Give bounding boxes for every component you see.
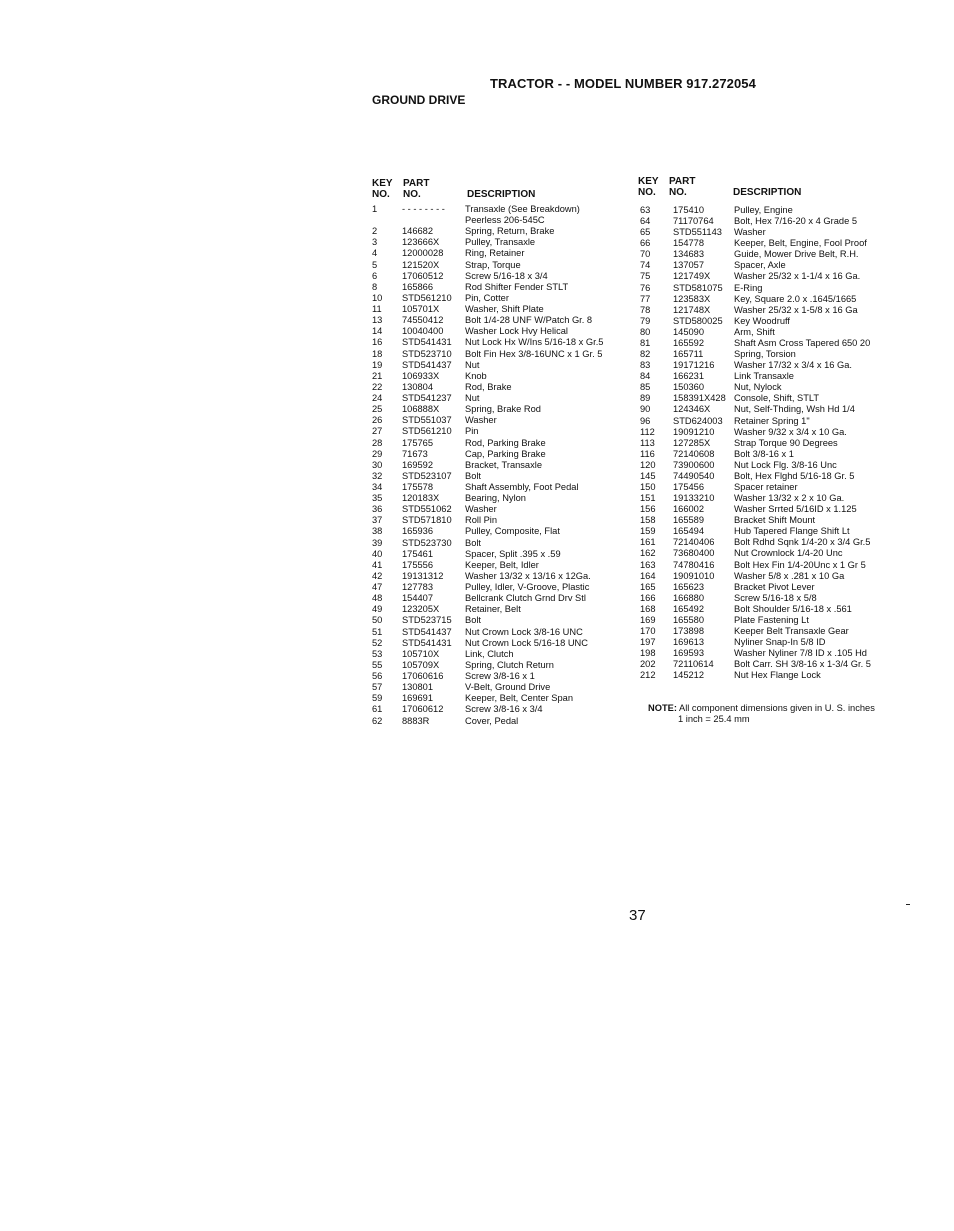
key-number: 13 (372, 315, 383, 326)
part-number: 165623 (673, 581, 705, 592)
part-number: 134683 (673, 249, 705, 260)
part-number: 120183X (402, 493, 440, 504)
part-number: 165494 (673, 526, 705, 537)
part-description: Hub Tapered Flange Shift Lt (734, 526, 850, 537)
part-description: Strap, Torque (465, 259, 521, 270)
page-number: 37 (629, 907, 646, 924)
part-number: 175578 (402, 482, 434, 492)
part-description: Bolt Rdhd Sqnk 1/4-20 x 3/4 Gr.5 (734, 537, 871, 548)
part-number: STD541431 (402, 637, 452, 648)
part-number: 158391X428 (673, 393, 726, 404)
part-description: Key, Square 2.0 x .1645/1665 (734, 293, 857, 304)
key-number: 29 (372, 448, 383, 459)
part-description: Screw 3/8-16 x 1 (465, 671, 535, 682)
description-header: DESCRIPTION (467, 189, 536, 200)
part-description: Bolt Fin Hex 3/8-16UNC x 1 Gr. 5 (465, 348, 603, 359)
key-number: 1 (372, 204, 378, 214)
part-number: STD580025 (673, 315, 723, 326)
key-number: 2 (372, 226, 378, 237)
key-number: 36 (372, 504, 383, 515)
part-number: STD551143 (673, 227, 722, 238)
part-description: Spacer, Axle (734, 260, 786, 271)
part-number: 17060512 (402, 270, 444, 281)
part-number: 169593 (673, 648, 705, 659)
part-number: STD561210 (402, 292, 452, 303)
part-description: Spacer retainer (734, 482, 798, 492)
part-number: 175456 (673, 482, 705, 492)
part-description: Rod, Brake (465, 381, 512, 392)
key-number: 202 (640, 659, 656, 670)
key-number: 62 (372, 715, 383, 726)
key-number: 156 (640, 504, 656, 515)
note-label: NOTE: (648, 703, 677, 713)
part-number: 12000028 (402, 248, 444, 259)
part-number: 166002 (673, 504, 705, 515)
part-description: Spacer, Split .395 x .59 (465, 548, 561, 559)
key-number: 24 (372, 393, 383, 404)
key-number: 198 (640, 648, 656, 659)
key-number: 82 (640, 349, 651, 360)
key-number: 53 (372, 648, 383, 659)
part-number: 121749X (673, 271, 711, 282)
part-description: Washer 5/8 x .281 x 10 Ga (734, 570, 845, 581)
part-description: Roll Pin (465, 515, 498, 526)
part-description: Keeper, Belt, Center Span (465, 693, 574, 704)
key-number: 150 (640, 482, 656, 492)
part-number: STD624003 (673, 415, 723, 426)
part-number: 175461 (402, 548, 434, 559)
part-description: Keeper Belt Transaxle Gear (734, 626, 849, 637)
key-number: 37 (372, 515, 383, 526)
part-number: 169691 (402, 693, 434, 704)
part-description: Key Woodruff (734, 315, 790, 326)
part-number: 106888X (402, 404, 440, 415)
part-description: Washer (465, 415, 497, 426)
part-description: Bracket, Transaxle (465, 459, 542, 470)
key-number: 75 (640, 271, 651, 282)
part-no-header-top: PART (403, 178, 430, 189)
key-number: 34 (372, 482, 383, 492)
part-number: 166880 (673, 592, 705, 603)
key-number: 16 (372, 337, 383, 348)
part-number: 165866 (402, 281, 434, 292)
part-number: 137057 (673, 260, 705, 271)
part-number: 106933X (402, 370, 440, 381)
key-number: 151 (640, 493, 656, 504)
key-number: 79 (640, 315, 651, 326)
key-number: 6 (372, 270, 378, 281)
part-description: Guide, Mower Drive Belt, R.H. (734, 249, 859, 260)
part-description: Washer (465, 504, 497, 515)
key-number: 41 (372, 559, 383, 570)
part-description: Keeper, Belt, Engine, Fool Proof (734, 238, 867, 249)
key-number: 161 (640, 537, 656, 548)
key-number: 3 (372, 237, 378, 248)
key-number: 166 (640, 592, 656, 603)
description-header: DESCRIPTION (733, 187, 802, 198)
part-number: 165580 (673, 614, 705, 625)
part-number: 72140406 (673, 537, 715, 548)
key-number: 21 (372, 370, 383, 381)
key-number: 96 (640, 415, 651, 426)
part-description: Knob (465, 370, 487, 381)
part-number: STD541431 (402, 337, 452, 348)
key-number: 165 (640, 581, 656, 592)
part-number: 121748X (673, 304, 711, 315)
part-number: 71673 (402, 448, 428, 459)
part-number: 74490540 (673, 470, 715, 481)
part-number: STD541237 (402, 393, 452, 404)
key-no-header-top: KEY (638, 176, 659, 187)
part-description: Bolt, Hex 7/16-20 x 4 Grade 5 (734, 216, 857, 227)
part-number: 123666X (402, 237, 440, 248)
part-number: 150360 (673, 382, 705, 393)
part-number: STD523107 (402, 470, 452, 481)
part-number: 121520X (402, 259, 440, 270)
key-number: 158 (640, 515, 656, 526)
key-no-header-bottom: NO. (638, 187, 656, 198)
part-description: Screw 5/16-18 x 3/4 (465, 270, 548, 281)
part-description: Washer 25/32 x 1-5/8 x 16 Ga (734, 304, 858, 315)
key-number: 28 (372, 437, 383, 448)
key-number: 61 (372, 704, 383, 715)
part-number: 10040400 (402, 326, 444, 337)
part-description: Washer (734, 227, 766, 238)
key-number: 5 (372, 259, 378, 270)
part-number: STD561210 (402, 426, 452, 437)
key-number: 30 (372, 459, 383, 470)
part-number: STD571810 (402, 515, 452, 526)
part-number: 72140608 (673, 448, 715, 459)
key-number: 35 (372, 493, 383, 504)
part-no-header-top: PART (669, 176, 696, 187)
key-number: 77 (640, 293, 651, 304)
key-number: 145 (640, 470, 656, 481)
part-number: STD551062 (402, 504, 452, 515)
key-number: 170 (640, 626, 656, 637)
part-description: Nut (465, 393, 480, 404)
part-description: Nut Lock Flg. 3/8-16 Unc (734, 459, 837, 470)
part-description: Arm, Shift (734, 326, 775, 337)
part-description: Keeper, Belt, Idler (465, 559, 539, 570)
note-conversion: 1 inch = 25.4 mm (678, 714, 750, 724)
part-description: Pulley, Composite, Flat (465, 526, 560, 537)
key-number: 8 (372, 281, 378, 292)
part-number: 19091210 (673, 426, 715, 437)
part-description: Nyliner Snap-In 5/8 ID (734, 637, 826, 648)
key-number: 163 (640, 559, 656, 570)
key-number: 83 (640, 360, 651, 371)
part-description: Nut (465, 359, 480, 370)
key-number: 19 (372, 359, 383, 370)
part-number: 175556 (402, 559, 434, 570)
part-number: 175410 (673, 205, 705, 215)
part-number: 19133210 (673, 493, 715, 504)
part-number: 74550412 (402, 315, 444, 326)
part-number: STD581075 (673, 282, 723, 293)
part-number: 145212 (673, 670, 705, 681)
part-description: Spring, Clutch Return (465, 659, 554, 670)
part-number: 130801 (402, 682, 434, 693)
part-number: 19091010 (673, 570, 715, 581)
key-number: 51 (372, 626, 383, 637)
part-description: Washer, Shift Plate (465, 304, 544, 315)
key-number: 197 (640, 637, 656, 648)
part-description: Strap Torque 90 Degrees (734, 437, 838, 448)
key-number: 42 (372, 570, 383, 581)
part-number: 123205X (402, 604, 440, 615)
note-text: All component dimensions given in U. S. inches (679, 703, 875, 713)
stray-mark (906, 904, 910, 905)
part-description: Bolt 1/4-28 UNF W/Patch Gr. 8 (465, 315, 593, 326)
part-number: - - - - - - - - (402, 204, 445, 214)
key-number: 116 (640, 448, 655, 459)
key-number: 65 (640, 227, 651, 238)
part-description: Nut Crown Lock 5/16-18 UNC (465, 637, 588, 648)
key-no-header-top: KEY (372, 178, 393, 189)
key-number: 59 (372, 693, 383, 704)
key-number: 64 (640, 216, 651, 227)
part-description: Pin, Cotter (465, 292, 509, 303)
part-number: STD523730 (402, 537, 452, 548)
key-number: 164 (640, 570, 656, 581)
key-number: 48 (372, 593, 383, 604)
key-number: 76 (640, 282, 651, 293)
part-description: Transaxle (See Breakdown) (465, 204, 580, 214)
part-number: 173898 (673, 626, 705, 637)
key-number: 14 (372, 326, 383, 337)
part-description: Spring, Brake Rod (465, 404, 541, 415)
part-number: 165589 (673, 515, 705, 526)
key-no-header-bottom: NO. (372, 189, 390, 200)
part-description: Washer 25/32 x 1-1/4 x 16 Ga. (734, 271, 861, 282)
key-number: 80 (640, 326, 651, 337)
key-number: 169 (640, 614, 656, 625)
part-number: 166231 (673, 371, 705, 382)
key-number: 40 (372, 548, 383, 559)
part-no-header-bottom: NO. (669, 187, 687, 198)
key-number: 22 (372, 381, 383, 392)
part-number: STD551037 (402, 415, 452, 426)
part-description: Washer 9/32 x 3/4 x 10 Ga. (734, 426, 847, 437)
key-number: 120 (640, 459, 656, 470)
part-description: Bearing, Nylon (465, 493, 526, 504)
part-description: Spring, Return, Brake (465, 226, 555, 237)
part-description: Washer 13/32 x 2 x 10 Ga. (734, 493, 845, 504)
part-description: Nut Hex Flange Lock (734, 670, 821, 681)
part-number: 127285X (673, 437, 711, 448)
part-number: 124346X (673, 404, 711, 415)
part-number: 169613 (673, 637, 705, 648)
part-number: 73680400 (673, 548, 715, 559)
key-number: 159 (640, 526, 656, 537)
key-number: 32 (372, 470, 383, 481)
part-description: Shaft Assembly, Foot Pedal (465, 482, 579, 492)
part-description: Nut Crown Lock 3/8-16 UNC (465, 626, 583, 637)
part-number: 130804 (402, 381, 434, 392)
key-number: 113 (640, 437, 655, 448)
key-number: 50 (372, 615, 383, 626)
key-number: 39 (372, 537, 383, 548)
part-number: 154407 (402, 593, 434, 604)
part-description: Retainer Spring 1" (734, 415, 810, 426)
key-number: 78 (640, 304, 651, 315)
key-number: 66 (640, 238, 651, 249)
part-number: 17060616 (402, 671, 444, 682)
key-number: 47 (372, 582, 383, 593)
key-number: 4 (372, 248, 378, 259)
part-number: 165592 (673, 337, 705, 348)
part-number: 105701X (402, 304, 440, 315)
part-number: 19171216 (673, 360, 715, 371)
part-description: Bracket Shift Mount (734, 515, 816, 526)
part-number: STD541437 (402, 626, 452, 637)
part-description: Retainer, Belt (465, 604, 521, 615)
key-number: 56 (372, 671, 383, 682)
part-number: 105709X (402, 659, 440, 670)
part-number: 145090 (673, 326, 705, 337)
part-number: 17060612 (402, 704, 444, 715)
key-number: 11 (372, 304, 382, 315)
part-number: STD541437 (402, 359, 452, 370)
part-number: 71170764 (673, 216, 714, 227)
part-description: Nut, Nylock (734, 382, 782, 393)
part-description: Screw 3/8-16 x 3/4 (465, 704, 543, 715)
key-number: 26 (372, 415, 383, 426)
part-description: Rod, Parking Brake (465, 437, 546, 448)
part-description: Pulley, Engine (734, 205, 793, 215)
part-description: Washer Lock Hvy Helical (465, 326, 568, 337)
part-description: Spring, Torsion (734, 349, 796, 360)
part-description: Pin (465, 426, 479, 437)
part-description: Console, Shift, STLT (734, 393, 820, 404)
part-no-header-bottom: NO. (403, 189, 421, 200)
part-number: 165936 (402, 526, 434, 537)
part-description: Bellcrank Clutch Grnd Drv Stl (465, 593, 586, 604)
part-description: Washer Nyliner 7/8 ID x .105 Hd (734, 648, 867, 659)
part-description: Cap, Parking Brake (465, 448, 546, 459)
part-number: STD523715 (402, 615, 452, 626)
part-description: Bolt (465, 537, 482, 548)
part-number: STD523710 (402, 348, 452, 359)
key-number: 162 (640, 548, 656, 559)
key-number: 84 (640, 371, 651, 382)
part-description: Bolt Hex Fin 1/4-20Unc x 1 Gr 5 (734, 559, 866, 570)
part-description: Shaft Asm Cross Tapered 650 20 (734, 337, 871, 348)
part-number: 72110614 (673, 659, 714, 670)
part-description: Bolt Shoulder 5/16-18 x .561 (734, 603, 852, 614)
part-description: Bolt 3/8-16 x 1 (734, 448, 794, 459)
part-number: 123583X (673, 293, 711, 304)
part-description: E-Ring (734, 282, 763, 293)
key-number: 112 (640, 426, 655, 437)
part-description: Pulley, Transaxle (465, 237, 536, 248)
part-number: 146682 (402, 226, 434, 237)
key-number: 212 (640, 670, 656, 681)
key-number: 49 (372, 604, 383, 615)
part-description: Plate Fastening Lt (734, 614, 809, 625)
part-description: Bolt, Hex Flghd 5/16-18 Gr. 5 (734, 470, 855, 481)
part-number: 74780416 (673, 559, 715, 570)
part-description: Bolt (465, 615, 482, 626)
key-number: 27 (372, 426, 383, 437)
part-number: 165492 (673, 603, 705, 614)
key-number: 85 (640, 382, 651, 393)
key-number: 74 (640, 260, 651, 271)
part-description: Pulley, Idler, V-Groove, Plastic (465, 582, 590, 593)
part-description: Washer Srrted 5/16ID x 1.125 (734, 504, 857, 515)
part-number: 175765 (402, 437, 434, 448)
key-number: 10 (372, 292, 383, 303)
part-number: 154778 (673, 238, 705, 249)
part-number: 169592 (402, 459, 434, 470)
part-number: 73900600 (673, 459, 715, 470)
key-number: 55 (372, 659, 383, 670)
part-description: Nut Lock Hx W/Ins 5/16-18 x Gr.5 (465, 337, 604, 348)
key-number: 81 (640, 337, 651, 348)
part-number: 19131312 (402, 570, 444, 581)
page-title: TRACTOR - - MODEL NUMBER 917.272054 (490, 76, 756, 91)
part-description: Bolt (465, 470, 482, 481)
part-description: Cover, Pedal (465, 715, 519, 726)
part-description: Ring, Retainer (465, 248, 525, 259)
part-number: 165711 (673, 349, 704, 360)
part-number: 8883R (402, 715, 430, 726)
part-description: Bracket Pivot Lever (734, 581, 815, 592)
key-number: 89 (640, 393, 651, 404)
part-description: Washer 17/32 x 3/4 x 16 Ga. (734, 360, 852, 371)
part-description: Link Transaxle (734, 371, 794, 382)
part-description: Nut, Self-Thding, Wsh Hd 1/4 (734, 404, 855, 415)
part-description: Peerless 206-545C (465, 215, 545, 226)
section-title: GROUND DRIVE (372, 93, 466, 107)
key-number: 63 (640, 205, 651, 215)
key-number: 38 (372, 526, 383, 537)
part-number: 105710X (402, 648, 440, 659)
key-number: 52 (372, 637, 383, 648)
part-description: Washer 13/32 x 13/16 x 12Ga. (465, 570, 591, 581)
key-number: 168 (640, 603, 656, 614)
part-number: 127783 (402, 582, 434, 593)
dimensions-note (648, 703, 875, 725)
key-number: 57 (372, 682, 383, 693)
part-description: Link, Clutch (465, 648, 514, 659)
key-number: 18 (372, 348, 383, 359)
key-number: 70 (640, 249, 651, 260)
part-description: Bolt Carr. SH 3/8-16 x 1-3/4 Gr. 5 (734, 659, 871, 670)
part-description: Nut Crownlock 1/4-20 Unc (734, 548, 843, 559)
part-description: Rod Shifter Fender STLT (465, 281, 569, 292)
part-description: V-Belt, Ground Drive (465, 682, 551, 693)
key-number: 25 (372, 404, 383, 415)
part-description: Screw 5/16-18 x 5/8 (734, 592, 817, 603)
key-number: 90 (640, 404, 651, 415)
